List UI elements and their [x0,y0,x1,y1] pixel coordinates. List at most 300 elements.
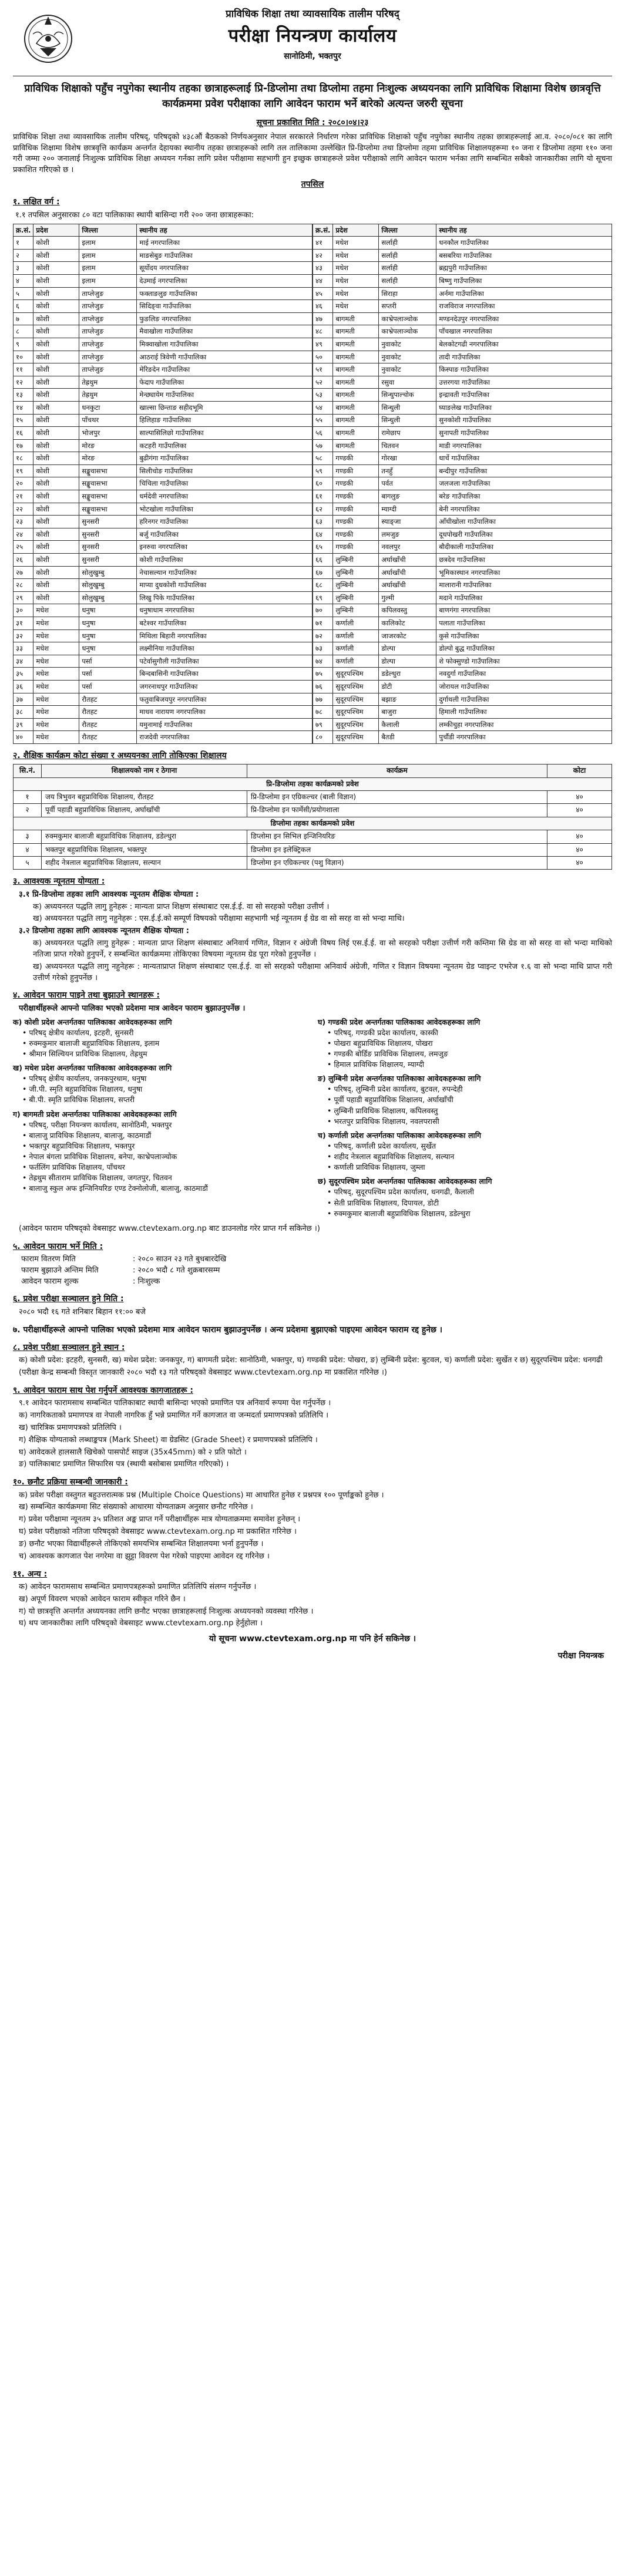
table-row [14,363,312,376]
section-3-1: ३.१ प्रि-डिप्लोमा तहका लागि आवश्यक न्यूनतम शैक्षिक योग्यता : [19,890,199,899]
table-row [313,579,612,592]
table-cell: कर्णाली [333,629,379,642]
program-header-cell: सि.नं. [14,765,42,777]
table-cell: बिन्दबासिनी गाउँपालिका [137,668,312,681]
table-cell: फक्ताङलुङ गाउँपालिका [137,287,312,300]
table-cell: कोशी [33,376,79,389]
center-item: • कर्णाली प्राविधिक शिक्षालय, जुम्ला [327,1163,425,1172]
table-cell: ३३ [14,642,33,655]
table-row [14,617,312,630]
table-row [14,351,312,363]
notice-headline: प्राविधिक शिक्षाको पहुँच नपुगेका स्थानीय तहका छात्राहरूलाई प्रि-डिप्लोमा तथा डिप्लोमा तहमा निःशुल्क अध्ययनका लागि प्राविधिक शिक्षामा विशेष छात्रवृत्ति कार्यक्रममा प्रवेश परीक्षाका लागि आवेदन फाराम भर्ने बारेको अत्यन्त जरुरी सूचना [24,83,601,110]
table-cell: माङसेबुङ गाउँपालिका [137,249,312,262]
table-cell: कोशी [33,363,79,376]
table-cell: कोशी [33,554,79,567]
table-cell: सिन्धुली [379,401,436,414]
table-row [313,629,612,642]
table-cell: सुनसरी [79,554,137,567]
table-heading: तपसिल [301,180,324,190]
table-cell: बागमती [333,338,379,351]
table-cell: दुर्गाथली गाउँपालिका [436,693,612,706]
form-date-rows [13,1254,612,1288]
table-cell: ११ [14,363,33,376]
table-cell: रौतहट [79,693,137,706]
table-cell: इन्द्रावती गाउँपालिका [436,389,612,402]
table-cell: कोशी [33,249,79,262]
table-cell: लुम्बिनी [333,554,379,567]
section-8-title: ८. प्रवेश परीक्षा सञ्चालन हुने स्थान : [13,1342,125,1352]
center-group-title: ङ) लुम्बिनी प्रदेश अन्तर्गतका पालिकाका आवेदकहरूका लागि [318,1074,481,1083]
table-cell: धनकुटा [79,401,137,414]
table-cell: ७९ [313,718,333,731]
table-cell: ४१ [313,237,333,250]
table-cell: १२ [14,376,33,389]
table-cell: कोशी [33,414,79,427]
selection-item: क) प्रवेश परीक्षा वस्तुगत बहुउत्तरात्मक प्रश्न (Multiple Choice Questions) मा आधारित हुनेछ र प्रश्नपत्र १०० पूर्णाङ्कको हुनेछ । [19,1490,384,1500]
center-group-title: च) कर्णाली प्रदेश अन्तर्गतका पालिकाका आवेदकहरूका लागि [318,1130,481,1140]
table-cell: ६५ [313,541,333,554]
table-row [14,579,312,592]
table-cell: कैलाली [379,718,436,731]
table-cell: माडी नगरपालिका [436,439,612,452]
table-cell: सुदूरपश्चिम [333,706,379,719]
table-cell: १० [14,351,33,363]
table-header-cell: स्थानीय तह [137,224,312,237]
center-item: • परिषद् क्षेत्रीय कार्यालय, इटहरी, सुनसरी [22,1028,134,1037]
municipality-table-right [312,224,612,744]
table-cell: सिलीचोङ गाउँपालिका [137,464,312,477]
table-cell: बागमती [333,351,379,363]
table-cell: सुदूरपश्चिम [333,718,379,731]
table-cell: मधेश [33,718,79,731]
table-cell: डोल्पा [379,655,436,668]
table-cell: बसबरिया गाउँपालिका [436,249,612,262]
table-cell: ४ [14,274,33,287]
table-cell: बागमती [333,312,379,325]
table-cell: ७८ [313,706,333,719]
table-cell: बझाङ [379,693,436,706]
table-cell: कोशी [33,566,79,579]
table-cell: फतुवाबिजयपुर नगरपालिका [137,693,312,706]
table-cell: कोशी [33,312,79,325]
table-cell: घ्याङलेख गाउँपालिका [436,401,612,414]
table-cell: माधव नारायण नगरपालिका [137,706,312,719]
table-cell: बागमती [333,401,379,414]
table-cell: ७३ [313,642,333,655]
table-cell: ब्रह्मपुरी गाउँपालिका [436,262,612,275]
table-cell: १९ [14,464,33,477]
table-cell: शे फोक्सुण्डो गाउँपालिका [436,655,612,668]
table-row [313,731,612,744]
table-cell: बरेङ गाउँपालिका [436,490,612,503]
table-cell: ३४ [14,655,33,668]
section-6-title: ६. प्रवेश परीक्षा सञ्चालन हुने मिति : [13,1294,124,1304]
table-row [14,274,312,287]
table-cell: पर्सा [79,680,137,693]
table-cell: नेचासल्यान गाउँपालिका [137,566,312,579]
section-10-title: १०. छनौट प्रक्रिया सम्बन्धी जानकारी : [13,1477,128,1487]
table-cell: २९ [14,591,33,604]
table-cell: डोल्पा [379,642,436,655]
table-cell: ३ [14,262,33,275]
table-cell: ६६ [313,554,333,567]
table-cell: सङ्खुवासभा [79,503,137,516]
table-cell: पर्वत [379,477,436,490]
table-cell: अर्घाखाँची [379,579,436,592]
table-cell: मेरिङदेन गाउँपालिका [137,363,312,376]
section-5-title: ५. आवेदन फाराम भर्ने मिति : [13,1241,103,1251]
table-cell: आँधीखोला गाउँपालिका [436,516,612,528]
table-cell: कोशी [33,389,79,402]
program-group-row [14,817,612,830]
table-cell: मधेश [33,668,79,681]
selection-item: ङ) छनौट भएका विद्यार्थीहरूले तोकिएको समयभित्र सम्बन्धित शिक्षालयमा भर्ना हुनुपर्नेछ । [19,1539,264,1548]
table-cell: ८० [313,731,333,744]
program-cell: १ [14,791,42,804]
table-cell: ७० [313,604,333,617]
table-row [313,464,612,477]
table-cell: मधेश [33,680,79,693]
center-item: • नेपाल बंगला प्राविधिक शिक्षालय, बनेपा, काभ्रेपलाञ्चोक [22,1152,177,1161]
table-row [14,655,312,668]
table-row [14,376,312,389]
table-cell: सङ्खुवासभा [79,464,137,477]
program-cell: ४० [547,791,612,804]
table-cell: इनरुवा नगरपालिका [137,541,312,554]
table-cell: लुम्बिनी [333,591,379,604]
table-cell: तेह्रथुम [79,376,137,389]
table-cell: छत्रदेव गाउँपालिका [436,554,612,567]
center-group [13,1017,307,1060]
centers-right-column [318,1017,612,1223]
table-row [313,351,612,363]
other-item: ख) अपूर्ण विवरण भएको आवेदन फाराम स्वीकृत गरिने छैन । [19,1594,186,1604]
program-cell: भक्तपुर बहुप्राविधिक शिक्षालय, भक्तपुर [42,843,247,856]
center-item: • परिषद्, गण्डकी प्रदेश कार्यालय, कास्की [327,1028,438,1037]
table-row [14,503,312,516]
section-3-2: ३.२ डिप्लोमा तहका लागि आवश्यक न्यूनतम शैक्षिक योग्यता : [19,927,190,936]
table-cell: ६ [14,300,33,313]
table-cell: १५ [14,414,33,427]
table-row [313,706,612,719]
table-cell: भूमिकास्थान नगरपालिका [436,566,612,579]
table-cell: मालारानी गाउँपालिका [436,579,612,592]
table-cell: सोलुखुम्बु [79,591,137,604]
program-cell: ४० [547,856,612,869]
table-cell: ६८ [313,579,333,592]
table-cell: ३९ [14,718,33,731]
table-cell: कोशी [33,401,79,414]
table-cell: बागमती [333,389,379,402]
section-4-web-note: (आवेदन फाराम परिषद्को वेबसाइट www.ctevtexam.org.np बाट डाउनलोड गरेर प्राप्त गर्न सकिनेछ ।) [19,1224,320,1233]
program-group-title: डिप्लोमा तहका कार्यक्रमको प्रवेश [14,817,612,830]
table-cell: सुनसरी [79,528,137,541]
table-cell: १४ [14,401,33,414]
table-cell: ८ [14,325,33,338]
section-1-subtitle: १.१ तपसिल अनुसारका ८० वटा पालिकाका स्थायी बासिन्दा गरी २०० जना छात्राहरूका: [15,210,254,220]
table-cell: ६३ [313,516,333,528]
table-cell: सङ्खुवासभा [79,490,137,503]
table-cell: ५९ [313,464,333,477]
form-date-value: : निःशुल्क [133,1277,160,1286]
table-cell: २४ [14,528,33,541]
center-group-title: घ) गण्डकी प्रदेश अन्तर्गतका पालिकाका आवेदकहरूका लागि [318,1017,480,1026]
table-cell: सिदिङ्वा गाउँपालिका [137,300,312,313]
table-cell: काभ्रेपलाञ्चोक [379,312,436,325]
center-item: • सेती प्राविधिक शिक्षालय, दिपायल, डोटी [327,1198,439,1207]
table-cell: ७७ [313,693,333,706]
table-cell: मधेश [333,287,379,300]
table-cell: मधेश [33,706,79,719]
table-cell: कर्णाली [333,655,379,668]
table-cell: खाल्सा छिन्ताङ सहीदभूमि [137,401,312,414]
table-cell: जलजला गाउँपालिका [436,477,612,490]
table-row [14,718,312,731]
table-cell: सिराहा [379,287,436,300]
table-cell: बेनी नगरपालिका [436,503,612,516]
table-row [313,401,612,414]
table-cell: सुदूरपश्चिम [333,731,379,744]
table-cell: लक्ष्मीनिया गाउँपालिका [137,642,312,655]
selection-item: ख) सम्बन्धित कार्यक्रममा सिट संख्याको आधारमा योग्यताक्रम अनुसार छनौट गरिनेछ । [19,1503,253,1512]
table-row [14,427,312,440]
selection-item: च) आवश्यक कागजात पेश नगरेमा वा झुट्टा विवरण पेश गरेको पाइएमा आवेदन रद्द गरिनेछ । [19,1551,270,1561]
table-cell: लमजुङ [379,528,436,541]
table-cell: मधेश [33,693,79,706]
table-cell: तनहुँ [379,464,436,477]
table-cell: ७ [14,312,33,325]
table-cell: कोशी [33,452,79,465]
table-row [14,287,312,300]
table-cell: गण्डकी [333,541,379,554]
table-cell: रौतहट [79,718,137,731]
form-date-label: आवेदन फाराम शुल्क [21,1277,79,1286]
table-cell: मैवाखोला गाउँपालिका [137,325,312,338]
table-cell: मधेश [33,655,79,668]
program-cell: ४० [547,804,612,817]
table-cell: ताप्लेजुङ [79,325,137,338]
table-cell: गण्डकी [333,452,379,465]
table-cell: लिखु पिके गाउँपालिका [137,591,312,604]
table-cell: ताप्लेजुङ [79,363,137,376]
table-cell: नवलपुर [379,541,436,554]
program-cell: रुक्मकुमार बालाजी बहुप्राविधिक शिक्षालय, डडेल्धुरा [42,830,247,843]
table-cell: नुवाकोट [379,338,436,351]
table-row [14,300,312,313]
table-row [14,731,312,744]
table-row [313,439,612,452]
table-cell: गण्डकी [333,464,379,477]
table-cell: ६२ [313,503,333,516]
table-cell: धार्चे गाउँपालिका [436,452,612,465]
table-cell: ४४ [313,274,333,287]
table-cell: बाजुरा [379,706,436,719]
table-cell: सप्तरी [379,300,436,313]
center-item: • भरतपुर प्राविधिक शिक्षालय, नवलपरासी [327,1116,439,1126]
program-cell: ५ [14,856,42,869]
table-cell: ७२ [313,629,333,642]
table-row [14,706,312,719]
center-item: • परिषद्, कर्णाली प्रदेश कार्यालय, सुर्खेत [327,1141,436,1150]
center-group [13,1109,307,1194]
section-3-1-b: ख) अध्ययनरत पद्धति लागु नहुनेहरू : एस.ई.ई.को सम्पूर्ण विषयको परीक्षामा सहभागी भई न्यूनतम ई ग्रेड वा सो सरह वा सो भन्दा माथि। [33,914,405,924]
table-cell: लुम्बिनी [333,604,379,617]
table-cell: डोल्पो बुद्ध गाउँपालिका [436,642,612,655]
table-cell: धर्मदेवी नगरपालिका [137,490,312,503]
required-documents [13,1398,612,1470]
center-item: • बालाजु स्कुल अफ इन्जिनियरिङ एण्ड टेक्नोलोजी, बालाजु, काठमाडौं [22,1184,208,1193]
table-row [313,490,612,503]
section-4-note: परीक्षार्थीहरूले आफ्नो पालिका भएको प्रदेशमा मात्र आवेदन फाराम बुझाउनुपर्नेछ । [19,1004,246,1013]
center-item: • बालाजु प्राविधिक शिक्षालय, बालाजु, काठमाडौं [22,1130,152,1140]
center-item: • फर्तलिंग प्राविधिक शिक्षालय, पाँचथर [22,1163,125,1172]
table-cell: गण्डकी [333,477,379,490]
table-cell: २७ [14,566,33,579]
form-date-row [21,1254,612,1265]
table-row [313,452,612,465]
center-group [318,1130,612,1173]
table-cell: बागमती [333,376,379,389]
table-row [313,427,612,440]
table-cell: ५१ [313,363,333,376]
table-cell: कोशी [33,274,79,287]
section-11-title: ११. अन्य : [13,1569,48,1579]
table-cell: पर्सा [79,668,137,681]
table-cell: ७४ [313,655,333,668]
program-cell: ३ [14,830,42,843]
table-cell: कर्णाली [333,642,379,655]
table-cell: बागलुङ [379,490,436,503]
center-item: • शहीद नेत्रलाल बहुप्राविधिक शिक्षालय, सल्यान [327,1152,455,1161]
table-cell: मदाने गाउँपालिका [436,591,612,604]
table-cell: ४३ [313,262,333,275]
table-row [313,338,612,351]
center-item: • जी.पी. स्मृति बहुप्राविधिक शिक्षालय, धनुषा [22,1085,143,1094]
table-cell: बौदीकाली गाउँपालिका [436,541,612,554]
center-group [318,1017,612,1070]
table-cell: इलाम [79,249,137,262]
center-item: • परिषद् क्षेत्रीय कार्यालय, जनकपुरधाम, धनुषा [22,1074,147,1083]
table-cell: डडेल्धुरा [379,668,436,681]
table-cell: माई नगरपालिका [137,237,312,250]
table-cell: कोशी [33,579,79,592]
exam-date: २०८० भदौ १६ गते शनिबार बिहान ११:०० बजे [19,1307,146,1316]
table-cell: धनुषा [79,604,137,617]
table-row [313,541,612,554]
table-row [313,718,612,731]
table-cell: मधेश [333,274,379,287]
program-header-cell: शिक्षालयको नाम र ठेगाना [42,765,247,777]
table-cell: रसुवा [379,376,436,389]
table-cell: बागमती [333,363,379,376]
table-cell: ३७ [14,693,33,706]
program-cell: डिप्लोमा इन सिभिल इन्जिनियरिङ [247,830,547,843]
table-cell: ताप्लेजुङ [79,312,137,325]
table-cell: इलाम [79,274,137,287]
signature: परीक्षा नियन्त्रक [557,1651,604,1661]
table-cell: आठराई त्रिवेणी गाउँपालिका [137,351,312,363]
program-row [14,804,612,817]
program-header-cell: कोटा [547,765,612,777]
table-row [14,325,312,338]
table-cell: लम्कीचुहा नगरपालिका [436,718,612,731]
table-cell: जोरायल गाउँपालिका [436,680,612,693]
center-item: • हिमाल प्राविधिक शिक्षालय, म्याग्दी [327,1060,424,1069]
table-cell: सुदूरपश्चिम [333,693,379,706]
table-cell: १७ [14,439,33,452]
table-header-cell: क्र.सं. [14,224,33,237]
table-cell: मिक्वाखोला गाउँपालिका [137,338,312,351]
center-item: • पूर्वी पहाडी बहुप्राविधिक शिक्षालय, अर्घाखाँची [327,1095,453,1105]
table-row [14,477,312,490]
table-cell: कोशी [33,516,79,528]
municipality-tables [13,224,612,744]
exam-venue-note: (परीक्षा केन्द्र सम्बन्धी विस्तृत जानकारी २०८० भदौ १३ गते परिषद्को वेबसाइट www.ctevtexam.org.np मा प्रकाशित गरिनेछ ।) [19,1368,388,1378]
table-row [313,300,612,313]
table-cell: सर्लाही [379,274,436,287]
table-cell: सुनकोशी गाउँपालिका [436,414,612,427]
table-cell: भोटखोला गाउँपालिका [137,503,312,516]
intro-paragraph: प्राविधिक शिक्षा तथा व्यावसायिक तालीम परिषद्, परिषद्को ४३८औं बैठकको निर्णयअनुसार नेपाल सरकारले निर्धारण गरेका प्राविधिक शिक्षाको पहुँच नपुगेका स्थानीय तहका छात्राहरूलाई आ.व. २०८०/०८१ का लागि प्राविधिक शिक्षामा विशेष छात्रवृत्ति कार्यक्रम अन्तर्गत देहायका स्थानीय तहका छात्राहरूको लागि तल तालिकामा उल्लेखित प्रि-डिप्लोमा तथा डिप्लोमा तहमा प्राविधिक शिक्षालयहरूमा १० जना र डिप्लोमा तहमा ११० जना गरी जम्मा २०० जनालाई निःशुल्क प्राविधिक शिक्षा अध्ययन गर्नका लागि प्रवेश परीक्षामा सहभागी हुन इच्छुक छात्राहरूले प्रवेश परीक्षाको लागि आवेदन फाराम भर्नका लागि सम्बन्धित सबैको जानकारीका लागि यो सूचना प्रकाशित गरिएको छ । [13,132,612,175]
table-cell: धनुषा [79,642,137,655]
table-cell: कोशी गाउँपालिका [137,554,312,567]
table-cell: रामेछाप [379,427,436,440]
table-cell: ५६ [313,427,333,440]
program-group-row [14,777,612,790]
table-cell: ताप्लेजुङ [79,300,137,313]
table-row [313,325,612,338]
table-row [14,389,312,402]
table-cell: तादी गाउँपालिका [436,351,612,363]
table-cell: सर्लाही [379,262,436,275]
table-row [313,668,612,681]
table-cell: फेदाप गाउँपालिका [137,376,312,389]
table-cell: २८ [14,579,33,592]
table-cell: ५४ [313,401,333,414]
table-cell: ५२ [313,376,333,389]
document-item: क) नागरिकताको प्रमाणपत्र वा नेपाली नागरिक हुँ भन्ने प्रमाणित गर्ने कागजात वा जन्मदर्ता प्रमाणपत्रको प्रतिलिपि । [19,1411,329,1420]
table-cell: सुनसरी [79,516,137,528]
table-cell: डोटी [379,680,436,693]
table-cell: मधेश [33,629,79,642]
table-row [313,528,612,541]
table-row [313,414,612,427]
table-cell: कालिकोट [379,617,436,630]
table-cell: ५ [14,287,33,300]
table-cell: २० [14,477,33,490]
center-item: • भक्तपुर बहुप्राविधिक शिक्षालय, भक्तपुर [22,1141,135,1150]
office-title: परीक्षा नियन्त्रण कार्यालय [228,25,397,46]
table-cell: कोशी [33,237,79,250]
table-cell: राजविराज नगरपालिका [436,300,612,313]
table-row [14,693,312,706]
form-date-row [21,1277,612,1288]
table-cell: ६१ [313,490,333,503]
table-row [313,591,612,604]
table-row [313,503,612,516]
table-cell: २ [14,249,33,262]
table-cell: बन्दीपुर गाउँपालिका [436,464,612,477]
table-cell: नवदुर्गा गाउँपालिका [436,668,612,681]
table-cell: इलाम [79,262,137,275]
table-cell: २३ [14,516,33,528]
table-row [14,338,312,351]
table-cell: भोजपुर [79,427,137,440]
table-cell: १ [14,237,33,250]
document-item: ङ) पालिकाबाट प्रमाणित सिफारिस पत्र (स्थायी बसोबास प्रमाणित गरिएको) । [19,1460,229,1469]
form-date-row [21,1265,612,1277]
table-cell: १३ [14,389,33,402]
